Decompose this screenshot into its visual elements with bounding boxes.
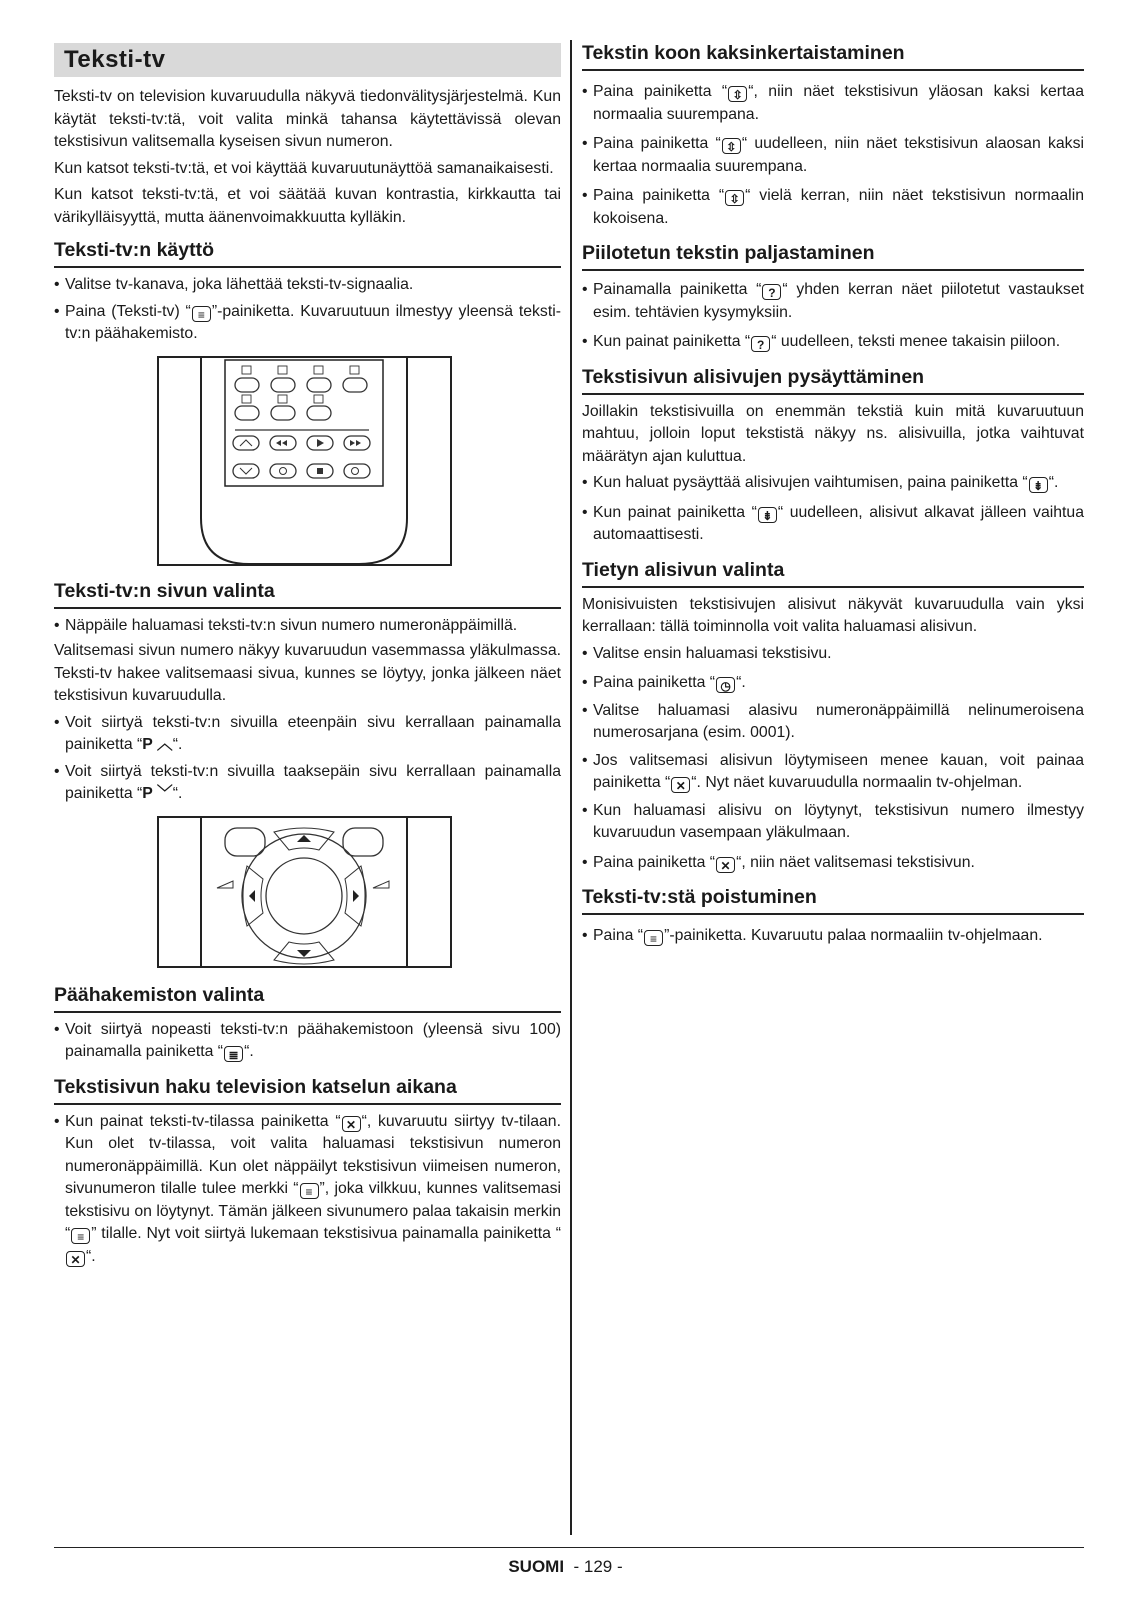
subpage-bullet-3: • Valitse haluamasi alasivu numeronäppäimillä nelinumeroisena numerosarjana (esim. 0001). bbox=[582, 700, 1084, 745]
search-bullet-1: • Kun painat teksti-tv-tilassa painiketta “ ✕ “, kuvaruutu siirtyy tv-tilaan. Kun olet tv-tilassa, voit valita haluamasi tekstisivun numeron numeronäppäimillä. Kun olet näppäilyt tekstisivun viimeisen numeron, sivunumeron tilalle tulee merkki “ ≡ ”, joka vilkkuu, kunnes valitsemasi tekstisivu on löytynyt. Tämän jälkeen sivunumero palaa takaisin merkin “ ≡ ” tilalle. Nyt voit siirtyä lukemaan tekstisivua painamalla painiketta “✕ “. bbox=[54, 1111, 561, 1269]
usage-bullet-1: • Valitse tv-kanava, joka lähettää teksti-tv-signaalia. bbox=[54, 274, 561, 297]
subpage-paragraph: Monisivuisten tekstisivujen alisivut näkyvät kuvaruudulla vain yksi kerrallaan: tällä toiminnolla voit valita haluamasi alisivun. bbox=[582, 595, 1084, 635]
p-down-key: P ﹀ bbox=[142, 785, 173, 802]
hold-bullet-1: • Kun haluat pysäyttää alisivujen vaihtumisen, paina painiketta “ ⇟ “. bbox=[582, 472, 1084, 495]
page-select-bullet-2: • Voit siirtyä teksti-tv:n sivuilla eteenpäin sivu kerrallaan painamalla painiketta “P ︿“. bbox=[54, 712, 561, 757]
size-icon: ⇳ bbox=[725, 190, 744, 206]
double-bullet-1: • Paina painiketta “ ⇳ “, niin näet tekstisivun yläosan kaksi kertaa normaalia suurempana. bbox=[582, 81, 1084, 126]
exit-bullet-1: • Paina “ ≡ ”-painiketta. Kuvaruutu palaa normaaliin tv-ohjelmaan. bbox=[582, 925, 1084, 948]
intro-paragraph-3: Kun katsot teksti-tv:tä, et voi säätää kuvan kontrastia, kirkkautta tai värikylläisyyttä, mutta äänenvoimakkuutta kylläkin. bbox=[54, 186, 561, 226]
index-icon: ≣ bbox=[224, 1046, 243, 1062]
double-bullet-3: • Paina painiketta “ ⇳ “ vielä kerran, niin näet tekstisivun normaalin kokoisena. bbox=[582, 185, 1084, 230]
index-bullet-1: • Voit siirtyä nopeasti teksti-tv:n päähakemistoon (yleensä sivu 100) painamalla painiketta “ ≣ “. bbox=[54, 1019, 561, 1064]
section-heading-search: Tekstisivun haku television katselun aikana bbox=[54, 1074, 561, 1105]
subpage-bullet-2: • Paina painiketta “ ◷ “. bbox=[582, 672, 1084, 695]
size-icon: ⇳ bbox=[728, 86, 747, 102]
right-column bbox=[582, 40, 1084, 948]
section-heading-reveal: Piilotetun tekstin paljastaminen bbox=[582, 240, 1084, 271]
subpage-bullet-5: • Kun haluamasi alisivu on löytynyt, tekstisivun numero ilmestyy kuvaruudun vasempaan yläkulmaan. bbox=[582, 800, 1084, 845]
page-title: Teksti-tv bbox=[64, 46, 166, 73]
section-heading-subpage: Tietyn alisivun valinta bbox=[582, 557, 1084, 588]
page-select-bullet-1: • Näppäile haluamasi teksti-tv:n sivun numero numeronäppäimillä. bbox=[54, 615, 561, 638]
subpage-bullet-6: • Paina painiketta “ ✕ “, niin näet valitsemasi tekstisivun. bbox=[582, 852, 1084, 875]
reveal-icon: ? bbox=[751, 336, 770, 352]
cancel-icon: ✕ bbox=[671, 777, 690, 793]
section-heading-exit: Teksti-tv:stä poistuminen bbox=[582, 884, 1084, 915]
remote-figure-navigation bbox=[157, 816, 452, 968]
section-heading-index: Päähakemiston valinta bbox=[54, 982, 561, 1013]
reveal-bullet-1: • Painamalla painiketta “ ? “ yhden kerran näet piilotetut vastaukset esim. tehtävien kysymyksiin. bbox=[582, 279, 1084, 324]
text-tv-icon: ≡ bbox=[71, 1228, 90, 1244]
footer-language: SUOMI bbox=[508, 1557, 565, 1576]
remote-figure-teletext bbox=[157, 356, 452, 566]
reveal-icon: ? bbox=[762, 284, 781, 300]
size-icon: ⇳ bbox=[722, 138, 741, 154]
page-footer bbox=[0, 1557, 1131, 1577]
page-number: - 129 - bbox=[573, 1557, 623, 1576]
cancel-icon: ✕ bbox=[66, 1251, 85, 1267]
text-tv-icon: ≡ bbox=[300, 1183, 319, 1199]
double-bullet-2: • Paina painiketta “ ⇳ “ uudelleen, niin näet tekstisivun alaosan kaksi kertaa normaalia suurempana. bbox=[582, 133, 1084, 178]
intro-paragraph-2: Kun katsot teksti-tv:tä, et voi käyttää kuvaruutunäyttöä samanaikaisesti. bbox=[54, 159, 554, 177]
hold-icon: ⇟ bbox=[1029, 477, 1048, 493]
subpage-bullet-1: • Valitse ensin haluamasi tekstisivu. bbox=[582, 643, 1084, 666]
intro-paragraph-1: Teksti-tv on television kuvaruudulla näkyvä tiedonvälitysjärjestelmä. Kun käytät teksti-tv:tä, voit valita minkä tahansa käytettävissä olevan tekstisivun valitsemalla kyseisen sivun numeron. bbox=[54, 88, 561, 150]
p-up-key: P ︿ bbox=[142, 736, 173, 753]
remote-illustration-2 bbox=[159, 818, 450, 966]
usage-bullet-2: • Paina (Teksti-tv) “ ≡ ”-painiketta. Kuvaruutuun ilmestyy yleensä teksti-tv:n päähakemisto. bbox=[54, 301, 561, 346]
section-heading-page-select: Teksti-tv:n sivun valinta bbox=[54, 578, 561, 609]
cancel-icon: ✕ bbox=[342, 1116, 361, 1132]
remote-illustration-1 bbox=[159, 358, 450, 564]
hold-paragraph: Joillakin tekstisivuilla on enemmän tekstiä kuin mitä kuvaruutuun mahtuu, jolloin loput tekstistä näkyy ns. alisivuilla, jotka vaihtuvat määrätyn ajan kuluttua. bbox=[582, 402, 1084, 465]
hold-icon: ⇟ bbox=[758, 507, 777, 523]
subpage-icon: ◷ bbox=[716, 677, 735, 693]
reveal-bullet-2: • Kun painat painiketta “ ? “ uudelleen, teksti menee takaisin piiloon. bbox=[582, 331, 1084, 354]
cancel-icon: ✕ bbox=[716, 857, 735, 873]
section-heading-hold: Tekstisivun alisivujen pysäyttäminen bbox=[582, 364, 1084, 395]
hold-bullet-2: • Kun painat painiketta “ ⇟ “ uudelleen, alisivut alkavat jälleen vaihtua automaattisesti. bbox=[582, 502, 1084, 547]
section-heading-usage: Teksti-tv:n käyttö bbox=[54, 237, 561, 268]
text-tv-icon: ≡ bbox=[644, 930, 663, 946]
subpage-bullet-4: • Jos valitsemasi alisivun löytymiseen menee kauan, voit painaa painiketta “ ✕ “. Nyt näet kuvaruudulla normaalin tv-ohjelman. bbox=[582, 750, 1084, 795]
page-select-paragraph: Valitsemasi sivun numero näkyy kuvaruudun vasemmassa yläkulmassa. Teksti-tv hakee valitsemaasi sivua, kunnes se löytyy, jonka jälkeen näet tekstisivun kuvaruudulla. bbox=[54, 642, 561, 704]
footer-divider bbox=[54, 1547, 1084, 1548]
page-select-bullet-3: • Voit siirtyä teksti-tv:n sivuilla taaksepäin sivu kerrallaan painamalla painiketta “P ﹀“. bbox=[54, 761, 561, 806]
left-column bbox=[54, 40, 561, 1268]
text-tv-icon: ≡ bbox=[192, 306, 211, 322]
section-heading-double: Tekstin koon kaksinkertaistaminen bbox=[582, 40, 1084, 71]
page-title-box bbox=[54, 43, 561, 77]
column-divider bbox=[570, 40, 572, 1535]
